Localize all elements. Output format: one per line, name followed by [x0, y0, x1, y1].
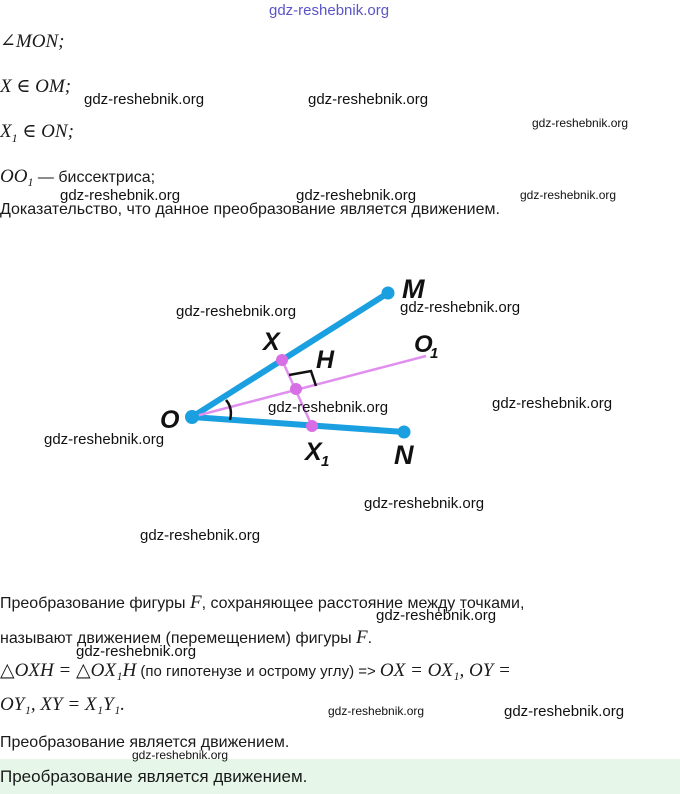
watermark: gdz-reshebnik.org [60, 187, 181, 204]
point-o [185, 410, 199, 424]
label-h: H [316, 346, 335, 374]
watermark: gdz-reshebnik.org [296, 187, 417, 204]
watermark: gdz-reshebnik.org [268, 399, 389, 416]
watermark: gdz-reshebnik.org [532, 116, 629, 130]
conclusion: Преобразование является движением. [0, 734, 290, 751]
label-x: X [263, 328, 280, 356]
given-angle: ∠MON; [0, 31, 65, 52]
label-o1-sub: 1 [430, 345, 439, 362]
proof-triangles: △OXH = △OX₁H [0, 660, 137, 681]
given-x1-b: ∈ ON; [17, 121, 74, 142]
watermark: gdz-reshebnik.org [504, 703, 625, 720]
def1-a: Преобразование фигуры [0, 595, 190, 612]
watermark: gdz-reshebnik.org [44, 431, 165, 448]
watermark: gdz-reshebnik.org [364, 495, 485, 512]
ray-on [192, 417, 404, 432]
task-statement: Доказательство, что данное преобразование является движением. [0, 201, 500, 218]
point-m [382, 287, 395, 300]
given-point-x1 [0, 120, 74, 146]
given-bisector-text: — биссектриса; [33, 169, 156, 186]
point-x1 [306, 420, 318, 432]
def2-a: называют движением (перемещением) фигуры [0, 630, 357, 647]
watermark: gdz-reshebnik.org [84, 91, 205, 108]
watermark: gdz-reshebnik.org [520, 188, 617, 202]
watermark: gdz-reshebnik.org [76, 643, 197, 660]
given-x1-sub: 1 [11, 130, 18, 145]
given-oo1-sub: 1 [27, 175, 34, 190]
watermark: gdz-reshebnik.org [140, 527, 261, 544]
watermark: gdz-reshebnik.org [308, 91, 429, 108]
answer-box [0, 759, 680, 794]
proof-line2: OY₁, XY = X₁Y₁. [0, 694, 126, 715]
label-n: N [394, 440, 414, 470]
given-x1-a: X [0, 121, 12, 142]
proof-line1 [0, 659, 511, 682]
proof-reason: (по гипотенузе и острому углу) => [136, 663, 380, 680]
def2-b: . [367, 630, 373, 647]
def1-var: F [189, 592, 202, 613]
given-oo1: OO [0, 166, 28, 187]
label-x1-sub: 1 [321, 453, 330, 470]
label-o: O [160, 406, 180, 434]
watermark: gdz-reshebnik.org [328, 704, 425, 718]
def2-var: F [356, 627, 368, 648]
point-h [290, 383, 302, 395]
watermark-top: gdz-reshebnik.org [269, 2, 390, 19]
answer-text: Преобразование является движением. [0, 767, 308, 786]
label-o1: O [414, 331, 433, 358]
label-x1: X [305, 438, 322, 466]
watermark: gdz-reshebnik.org [492, 395, 613, 412]
watermark: gdz-reshebnik.org [400, 299, 521, 316]
def1-b: , сохраняющее расстояние между точками, [201, 595, 525, 612]
point-n [398, 426, 411, 439]
given-point-x: X ∈ OM; [0, 76, 72, 97]
watermark: gdz-reshebnik.org [376, 607, 497, 624]
label-m: M [402, 274, 425, 304]
watermark: gdz-reshebnik.org [132, 748, 229, 762]
watermark: gdz-reshebnik.org [176, 303, 297, 320]
proof-equalities: OX = OX₁, OY = [379, 660, 511, 681]
